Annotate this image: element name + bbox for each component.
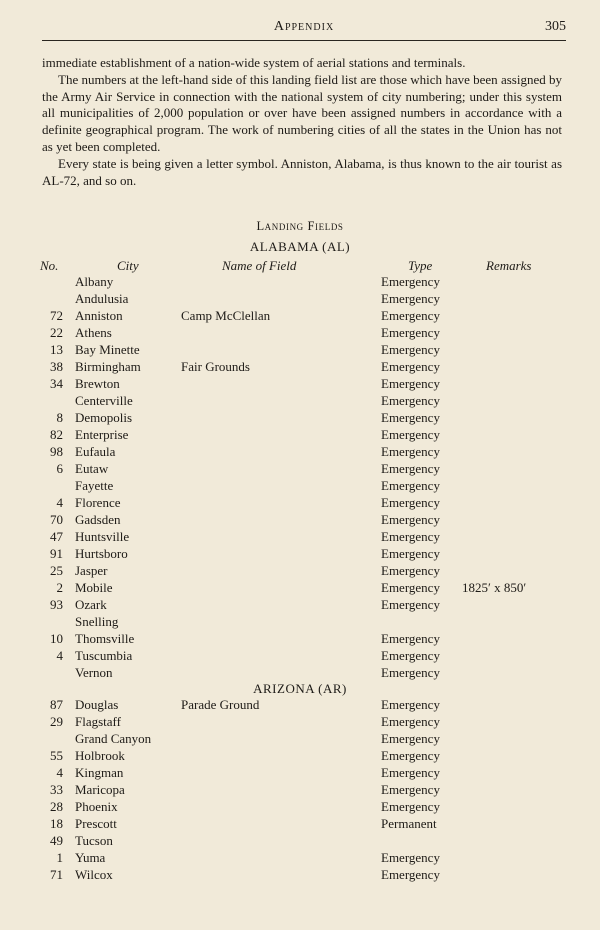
column-header-city: City <box>117 258 139 273</box>
city-name: Holbrook <box>75 748 125 763</box>
table-row <box>0 697 600 714</box>
table-row <box>0 393 600 410</box>
table-row <box>0 376 600 393</box>
city-name: Yuma <box>75 850 106 865</box>
table-row <box>0 597 600 614</box>
field-number: 10 <box>50 631 63 646</box>
field-number: 72 <box>50 308 63 323</box>
field-number: 34 <box>50 376 63 391</box>
column-header-type: Type <box>408 258 433 273</box>
field-number: 91 <box>50 546 63 561</box>
field-type: Emergency <box>381 376 440 391</box>
field-number: 8 <box>56 410 63 425</box>
city-name: Jasper <box>75 563 108 578</box>
field-type: Emergency <box>381 648 440 663</box>
city-name: Albany <box>75 274 114 289</box>
city-name: Maricopa <box>75 782 125 797</box>
field-type: Emergency <box>381 731 440 746</box>
city-name: Hurtsboro <box>75 546 128 561</box>
city-name: Vernon <box>75 665 113 680</box>
page-header <box>42 18 566 41</box>
field-type: Emergency <box>381 563 440 578</box>
table-row <box>0 274 600 291</box>
intro-paragraph-2: The numbers at the left-hand side of this landing field list are those which have been assigned by the Army Air Service in connection with the national system of city numbering; under this system all municipalities of 2,000 population or over have been assigned numbers in accordance with a definite geographical program. The work of numbering cities of all the states in the Union has not as yet been completed. <box>42 71 562 154</box>
field-type: Emergency <box>381 393 440 408</box>
field-type: Emergency <box>381 325 440 340</box>
city-name: Phoenix <box>75 799 118 814</box>
field-name: Camp McClellan <box>181 308 271 323</box>
table-row <box>0 563 600 580</box>
city-name: Eutaw <box>75 461 109 476</box>
field-type: Emergency <box>381 444 440 459</box>
table-row <box>0 308 600 325</box>
field-type: Emergency <box>381 782 440 797</box>
table-row <box>0 631 600 648</box>
city-name: Fayette <box>75 478 114 493</box>
field-type: Emergency <box>381 342 440 357</box>
field-number: 70 <box>50 512 63 527</box>
table-row <box>0 714 600 731</box>
city-name: Douglas <box>75 697 119 712</box>
field-type: Emergency <box>381 478 440 493</box>
city-name: Grand Canyon <box>75 731 152 746</box>
table-row <box>0 799 600 816</box>
field-type: Emergency <box>381 799 440 814</box>
column-header-field: Name of Field <box>222 258 297 273</box>
table-row <box>0 546 600 563</box>
city-name: Brewton <box>75 376 120 391</box>
field-type: Emergency <box>381 546 440 561</box>
field-number: 93 <box>50 597 63 612</box>
table-row <box>0 782 600 799</box>
intro-paragraph-1: immediate establishment of a nation-wide system of aerial stations and terminals. <box>42 55 466 70</box>
field-type: Permanent <box>381 816 437 831</box>
field-type: Emergency <box>381 529 440 544</box>
city-name: Tucson <box>75 833 113 848</box>
field-name: Parade Ground <box>181 697 260 712</box>
field-type: Emergency <box>381 714 440 729</box>
table-row <box>0 529 600 546</box>
city-name: Enterprise <box>75 427 129 442</box>
field-number: 33 <box>50 782 63 797</box>
city-name: Anniston <box>75 308 123 323</box>
field-number: 1 <box>56 850 63 865</box>
state-heading: ARIZONA (AR) <box>253 681 347 696</box>
field-type: Emergency <box>381 308 440 323</box>
table-row <box>0 867 600 884</box>
table-row <box>0 495 600 512</box>
field-number: 4 <box>56 495 63 510</box>
list-title: Landing Fields <box>256 219 344 233</box>
field-number: 29 <box>50 714 63 729</box>
table-row <box>0 461 600 478</box>
city-name: Eufaula <box>75 444 116 459</box>
table-row <box>0 833 600 850</box>
field-number: 13 <box>50 342 63 357</box>
field-type: Emergency <box>381 765 440 780</box>
field-type: Emergency <box>381 867 440 882</box>
field-name: Fair Grounds <box>181 359 250 374</box>
field-type: Emergency <box>381 665 440 680</box>
state-heading: ALABAMA (AL) <box>249 239 351 254</box>
field-type: Emergency <box>381 631 440 646</box>
field-type: Emergency <box>381 512 440 527</box>
table-row <box>0 410 600 427</box>
field-number: 38 <box>50 359 63 374</box>
field-type: Emergency <box>381 748 440 763</box>
city-name: Wilcox <box>75 867 113 882</box>
field-remarks: 1825′ x 850′ <box>462 580 527 595</box>
field-number: 87 <box>50 697 63 712</box>
field-number: 82 <box>50 427 63 442</box>
city-name: Thomsville <box>75 631 135 646</box>
column-header-no: No. <box>40 258 59 273</box>
intro-paragraph-3: Every state is being given a letter symbol. Anniston, Alabama, is thus known to the air tourist as AL-72, and so on. <box>42 155 562 188</box>
field-type: Emergency <box>381 274 440 289</box>
field-number: 98 <box>50 444 63 459</box>
field-type: Emergency <box>381 291 440 306</box>
field-type: Emergency <box>381 495 440 510</box>
table-row <box>0 665 600 682</box>
table-row <box>0 731 600 748</box>
field-number: 4 <box>56 765 63 780</box>
table-row <box>0 427 600 444</box>
city-name: Kingman <box>75 765 124 780</box>
city-name: Flagstaff <box>75 714 121 729</box>
city-name: Birmingham <box>75 359 141 374</box>
field-type: Emergency <box>381 850 440 865</box>
table-row <box>0 648 600 665</box>
city-name: Ozark <box>75 597 107 612</box>
field-type: Emergency <box>381 697 440 712</box>
running-title: Appendix <box>273 19 335 34</box>
field-number: 2 <box>56 580 63 595</box>
table-row <box>0 325 600 342</box>
city-name: Prescott <box>75 816 117 831</box>
city-name: Huntsville <box>75 529 130 544</box>
city-name: Florence <box>75 495 121 510</box>
field-number: 71 <box>50 867 63 882</box>
table-row <box>0 765 600 782</box>
table-row <box>0 291 600 308</box>
table-row <box>0 748 600 765</box>
table-row <box>0 512 600 529</box>
page-number: 305 <box>545 19 566 34</box>
field-type: Emergency <box>381 597 440 612</box>
city-name: Centerville <box>75 393 133 408</box>
field-number: 28 <box>50 799 63 814</box>
city-name: Mobile <box>75 580 113 595</box>
field-number: 49 <box>50 833 63 848</box>
table-row <box>0 444 600 461</box>
intro-text <box>42 55 562 189</box>
city-name: Athens <box>75 325 112 340</box>
table-row <box>0 614 600 631</box>
city-name: Snelling <box>75 614 119 629</box>
city-name: Andulusia <box>75 291 129 306</box>
field-number: 25 <box>50 563 63 578</box>
city-name: Demopolis <box>75 410 133 425</box>
field-number: 6 <box>56 461 63 476</box>
city-name: Bay Minette <box>75 342 140 357</box>
table-row <box>0 478 600 495</box>
field-type: Emergency <box>381 461 440 476</box>
field-number: 47 <box>50 529 63 544</box>
table-row <box>0 850 600 867</box>
city-name: Gadsden <box>75 512 121 527</box>
field-number: 55 <box>50 748 63 763</box>
field-number: 4 <box>56 648 63 663</box>
field-number: 22 <box>50 325 63 340</box>
field-number: 18 <box>50 816 63 831</box>
table-row <box>0 580 600 597</box>
field-type: Emergency <box>381 427 440 442</box>
column-header-remarks: Remarks <box>486 258 532 273</box>
table-row <box>0 816 600 833</box>
table-row <box>0 342 600 359</box>
field-type: Emergency <box>381 580 440 595</box>
field-type: Emergency <box>381 359 440 374</box>
city-name: Tuscumbia <box>75 648 133 663</box>
table-row <box>0 359 600 376</box>
field-type: Emergency <box>381 410 440 425</box>
